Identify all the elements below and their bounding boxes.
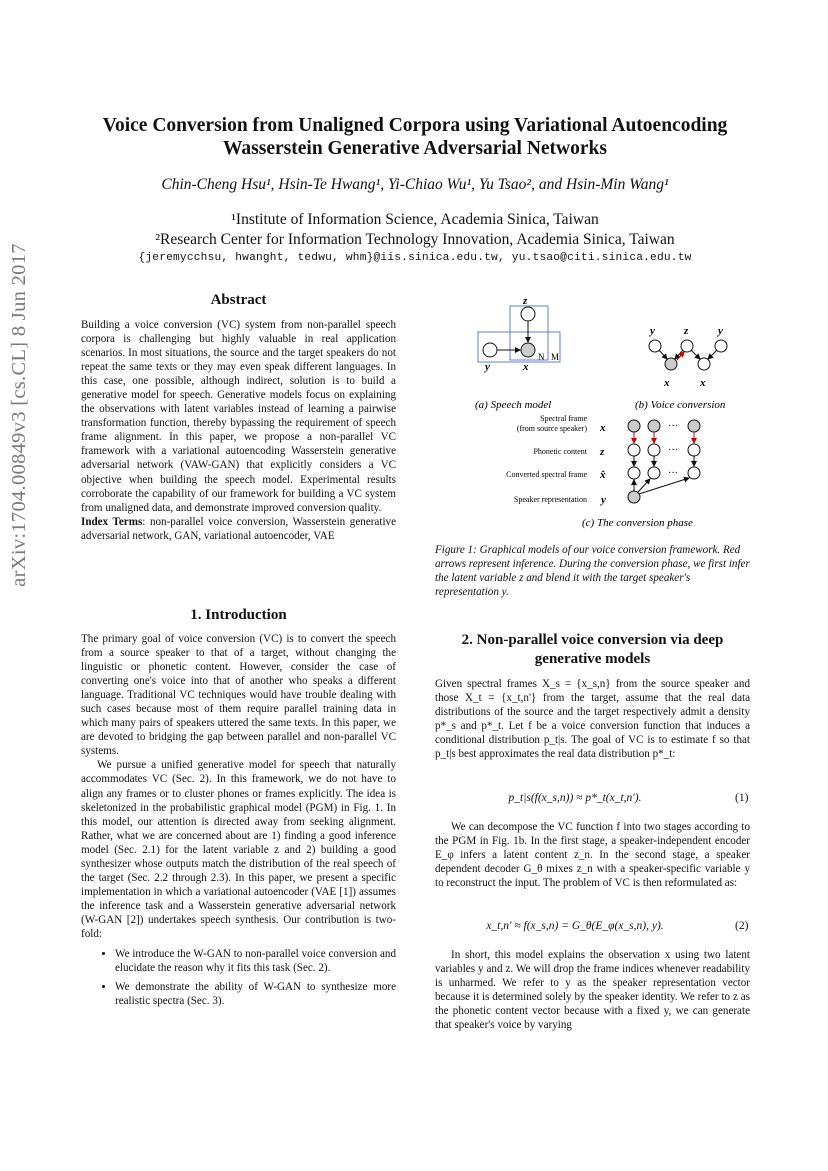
affiliations (60, 210, 770, 249)
row-label-source: (from source speaker) (516, 424, 587, 433)
figure-caption: Figure 1: Graphical models of our voice conversion framework. Red arrows represent inference. During the conversion phase, we first infer the latent variable z and blend it with the target speaker's representation y. (435, 544, 750, 598)
row-label-phonetic: Phonetic content (533, 447, 587, 456)
row-label-converted: Converted spectral frame (506, 470, 587, 479)
intro-body (81, 632, 396, 1013)
abstract-text: Building a voice conversion (VC) system from non-parallel speech corpora is challenging but highly valuable in real application scenarios. In most situations, the source and the target speakers do not repeat the same texts or they may even speak different languages. In this case, one possible, although indirect, solution is to build a generative model for speech. Generative models focus on explaining the observations with latent variables instead of learning a pairwise transformation function, thereby bypassing the requirement of speech frame alignment. In this paper, we propose a non-parallel VC framework with a variational autoencoding Wasserstein generative adversarial network (VAW-GAN) that explicitly considers a VC objective when building the speech model. Experimental results corroborate the capability of our framework for building a VC system from unaligned data, and demonstrate improved conversion quality. (81, 319, 396, 514)
row-label-spectral: Spectral frame (540, 414, 587, 423)
fig-c-conversion-phase (506, 414, 700, 529)
dots: ··· (668, 421, 678, 432)
row-label-speaker: Speaker representation (513, 495, 587, 504)
arxiv-stamp: arXiv:1704.00849v3 [cs.CL] 8 Jun 2017 (8, 243, 30, 587)
equation-1-number: (1) (735, 792, 749, 804)
svg-text:y: y (650, 325, 655, 337)
abstract-body (81, 318, 396, 543)
title-line-2: Wasserstein Generative Adversarial Networks (223, 138, 607, 159)
svg-text:z: z (684, 325, 689, 337)
equation-1: p_t|s(f(x_s,n)) ≈ p*_t(x_t,n'). (508, 792, 642, 804)
svg-text:y: y (601, 494, 606, 506)
section-2-paragraph-3: In short, this model explains the observation x using two latent variables y and z. We will drop the frame indices whenever readability is unharmed. We refer to y as the speaker representation vector because it is determined solely by the speaker identity. We refer to z as the phonetic content vector because with a fixed y, we can generate that speaker's voice by varying (435, 949, 750, 1032)
section-2-paragraph-2: We can decompose the VC function f into two stages according to the PGM in Fig. 1b. In the first stage, a speaker-independent encoder E_φ infers a latent content z_n. In the second stage, a speaker dependent decoder G_θ mixes z_n with a speaker-specific variable y to reconstruct the input. The problem of VC is then reformulated as: (435, 821, 750, 890)
index-terms-label: Index Terms (81, 515, 143, 528)
dots: ··· (668, 445, 678, 456)
svg-text:x: x (600, 422, 606, 434)
figure-1 (430, 288, 760, 538)
svg-text:x: x (700, 377, 706, 389)
author-emails: {jeremycchsu, hwanght, tedwu, whm}@iis.sinica.edu.tw, yu.tsao@citi.sinica.edu.tw (138, 252, 692, 264)
authors: Chin-Cheng Hsu¹, Hsin-Te Hwang¹, Yi-Chiao Wu¹, Yu Tsao², and Hsin-Min Wang¹ (161, 176, 669, 193)
label-y-m: y (485, 361, 490, 373)
contribution-list (81, 947, 396, 1008)
contribution-item: • We introduce the W-GAN to non-parallel voice conversion and elucidate the reason why it fits this task (Sec. 2). (115, 947, 396, 975)
label-z-n: z (523, 295, 528, 307)
svg-text:y: y (718, 325, 723, 337)
intro-heading: 1. Introduction (190, 607, 287, 623)
plate-m: M (551, 352, 560, 362)
section-2-heading-line-1: 2. Non-parallel voice conversion via deep (461, 632, 724, 648)
section-2-heading (435, 631, 750, 669)
equation-2: x_t,n' ≈ f(x_s,n) = G_θ(E_φ(x_s,n), y). (486, 920, 664, 932)
section-2-heading-line-2: generative models (534, 651, 651, 667)
svg-text:x̂: x̂ (600, 469, 606, 481)
section-2-paragraph-1: Given spectral frames X_s = {x_s,n} from the source speaker and those X_t = {x_t,n'} from the target, assume that the real data distributions of the source and the target respectively admit a density p*_s and p*_t. Let f be a voice conversion function that induces a conditional distribution p_t|s. The goal of VC is to estimate f so that p_t|s best approximates the real data distribution p*_t: (435, 678, 750, 761)
svg-text:x: x (664, 377, 670, 389)
abstract-heading: Abstract (210, 292, 267, 308)
title-line-1: Voice Conversion from Unaligned Corpora using Variational Autoencoding (102, 115, 728, 136)
caption-b: (b) Voice conversion (635, 399, 726, 411)
caption-c: (c) The conversion phase (582, 517, 693, 529)
affiliation-1: ¹Institute of Information Science, Academia Sinica, Taiwan (231, 211, 599, 228)
contribution-item: • We demonstrate the ability of W-GAN to synthesize more realistic spectra (Sec. 3). (115, 980, 396, 1008)
node-x-n (521, 343, 535, 357)
dots: ··· (668, 468, 678, 479)
affiliation-2: ²Research Center for Information Technology Innovation, Academia Sinica, Taiwan (155, 230, 675, 248)
svg-text:z: z (600, 446, 605, 458)
fig-a-speech-model (475, 295, 560, 411)
node-y-m (483, 343, 497, 357)
paper-title (60, 114, 770, 160)
caption-a: (a) Speech model (475, 399, 552, 411)
index-terms-text: : non-parallel voice conversion, Wasserstein generative adversarial network, GAN, variational autoencoder, VAE (81, 515, 396, 542)
label-x-n: x (523, 361, 529, 373)
fig-b-voice-conversion (635, 325, 727, 411)
index-terms (81, 515, 396, 543)
plate-n: N (538, 352, 545, 362)
equation-2-number: (2) (735, 920, 749, 932)
node-z-n (521, 307, 535, 321)
intro-paragraph-2: We pursue a unified generative model for speech that naturally accommodates VC (Sec. 2). In this framework, we do not have to align any frames or to cluster phones or frames explicitly. The idea is skeletonized in the probabilistic graphical model (PGM) in Fig. 1. In this model, our attention is directed away from seeking alignment. Rather, what we are concerned about are 1) finding a good inference model (Sec. 2.1) for the latent variable z and 2) building a good synthesizer whose outputs match the distribution of the real speech of the target (Sec. 2.2 through 2.3). In this paper, we present a specific implementation in which a variational autoencoder (VAE [1]) assumes the inference task and a Wasserstein generative adversarial network (W-GAN [2]) undertakes speech synthesis. Our contribution is two-fold: (81, 759, 396, 940)
intro-paragraph-1: The primary goal of voice conversion (VC) is to convert the speech from a source speaker to that of a target, without changing the linguistic or phonetic content. However, consider the case of converting one's voice into that of another who speaks a different language. Traditional VC techniques would have trouble dealing with such cases because most of them require parallel training data in which many pairs of speakers uttered the same texts. In this paper, we are devoted to bridging the gap between parallel and non-parallel VC systems. (81, 633, 396, 758)
